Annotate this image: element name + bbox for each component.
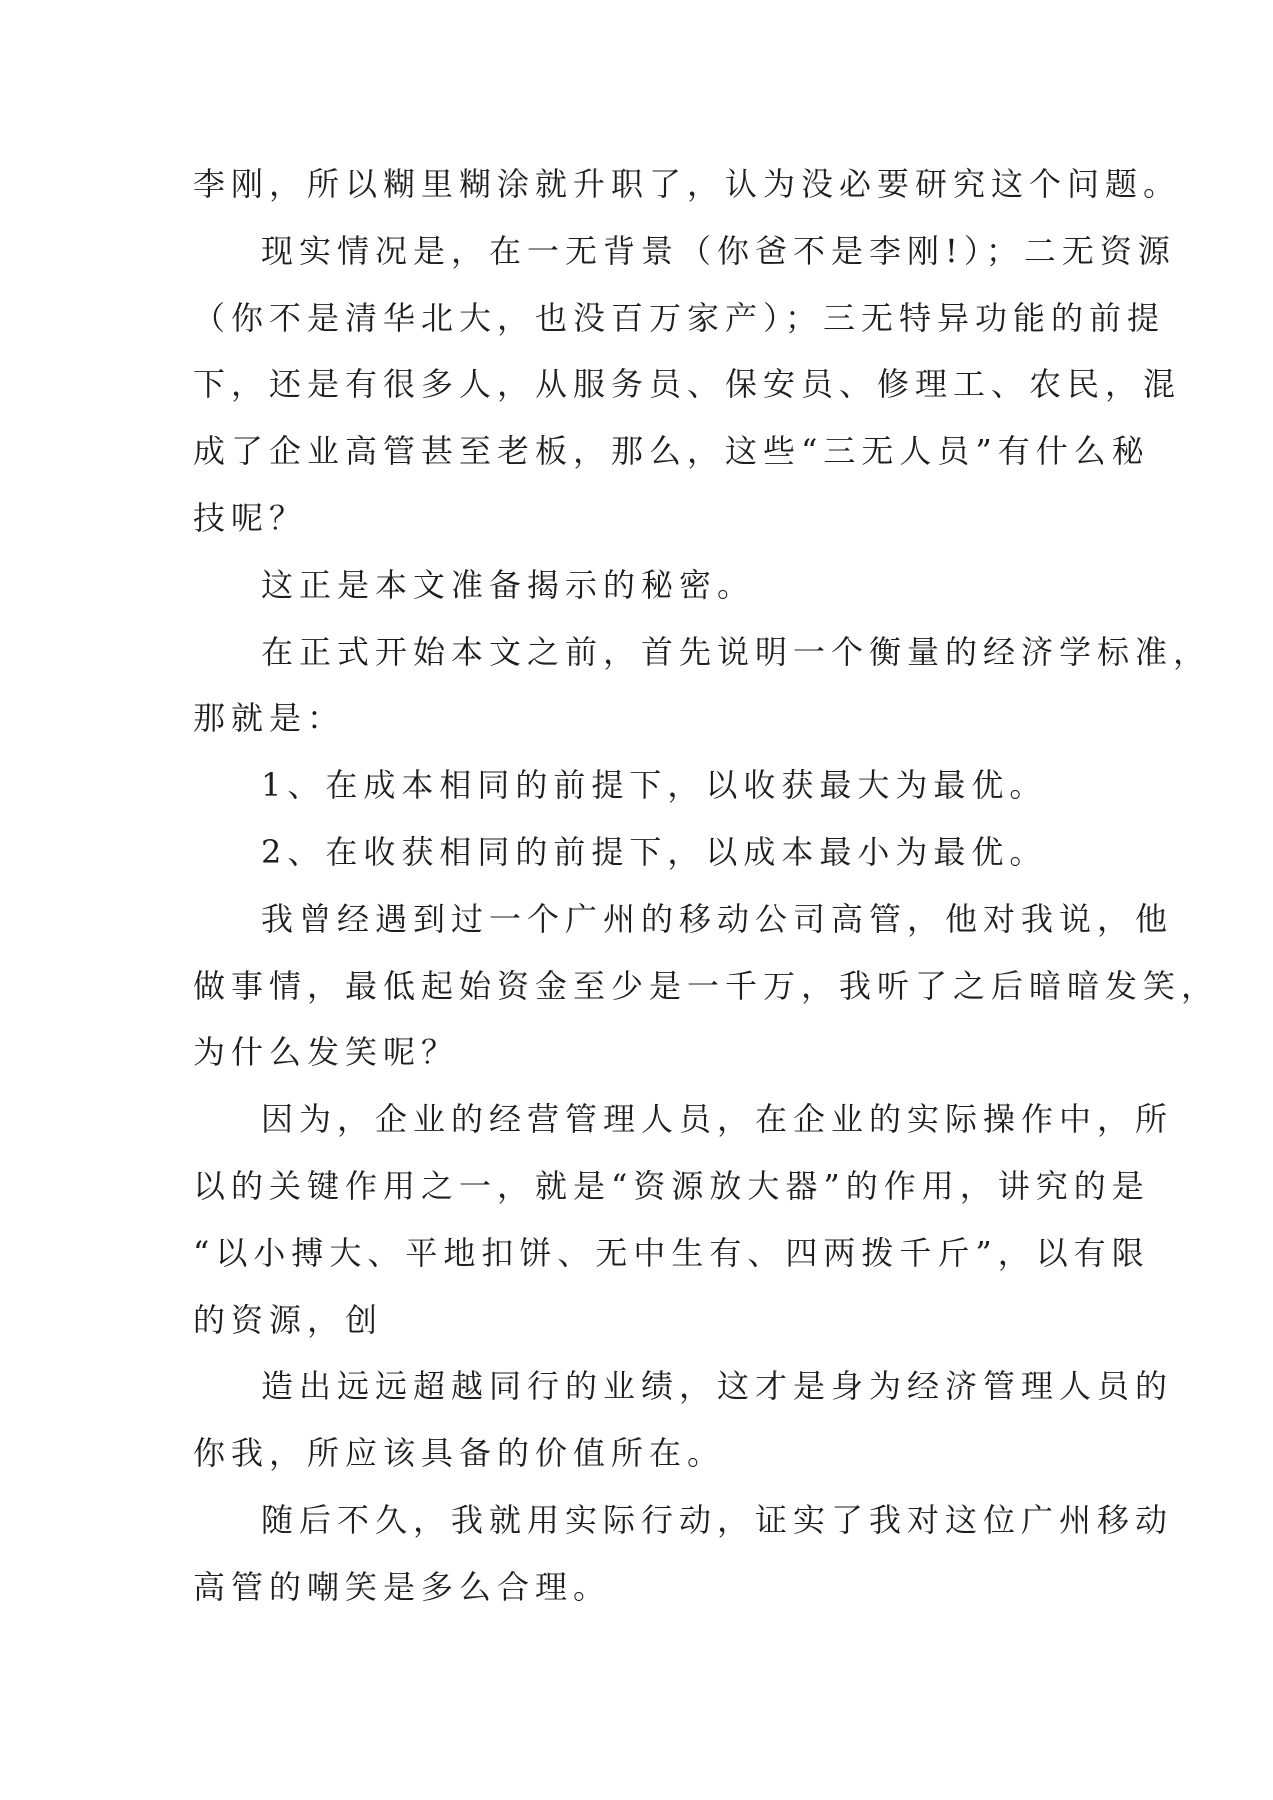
text-line: “以小搏大、平地扣饼、无中生有、四两拨千斤”，以有限 bbox=[193, 1233, 1150, 1272]
text-line: 你我，所应该具备的价值所在。 bbox=[193, 1434, 726, 1473]
text-line: 因为，企业的经营管理人员，在企业的实际操作中，所 bbox=[261, 1100, 1174, 1139]
text-line: 做事情，最低起始资金至少是一千万，我听了之后暗暗发笑， bbox=[193, 966, 1220, 1005]
text-line: 技呢？ bbox=[193, 498, 308, 537]
text-line: 成了企业高管甚至老板，那么，这些“三无人员”有什么秘 bbox=[193, 432, 1150, 471]
text-line: 1、在成本相同的前提下，以收获最大为最优。 bbox=[261, 766, 1048, 805]
text-line: 造出远远超越同行的业绩，这才是身为经济管理人员的 bbox=[261, 1367, 1174, 1406]
text-line: 以的关键作用之一，就是“资源放大器”的作用，讲究的是 bbox=[193, 1166, 1150, 1205]
text-line: 下，还是有很多人，从服务员、保安员、修理工、农民，混 bbox=[193, 365, 1182, 404]
text-line: 随后不久，我就用实际行动，证实了我对这位广州移动 bbox=[261, 1500, 1174, 1539]
text-line: 这正是本文准备揭示的秘密。 bbox=[261, 565, 756, 604]
document-body bbox=[193, 151, 1220, 1621]
text-line: 2、在收获相同的前提下，以成本最小为最优。 bbox=[261, 832, 1048, 871]
text-line: 的资源，创 bbox=[193, 1300, 384, 1339]
text-line: 现实情况是，在一无背景（你爸不是李刚!）；二无资源 bbox=[261, 231, 1176, 270]
text-line: 我曾经遇到过一个广州的移动公司高管，他对我说，他 bbox=[261, 899, 1174, 938]
text-line: （你不是清华北大，也没百万家产）；三无特异功能的前提 bbox=[193, 298, 1166, 337]
text-line: 李刚，所以糊里糊涂就升职了，认为没必要研究这个问题。 bbox=[193, 165, 1182, 203]
text-line: 为什么发笑呢？ bbox=[193, 1033, 460, 1072]
text-line: 那就是： bbox=[193, 699, 346, 738]
text-line: 在正式开始本文之前，首先说明一个衡量的经济学标准， bbox=[261, 632, 1212, 671]
text-line: 高管的嘲笑是多么合理。 bbox=[193, 1567, 612, 1606]
